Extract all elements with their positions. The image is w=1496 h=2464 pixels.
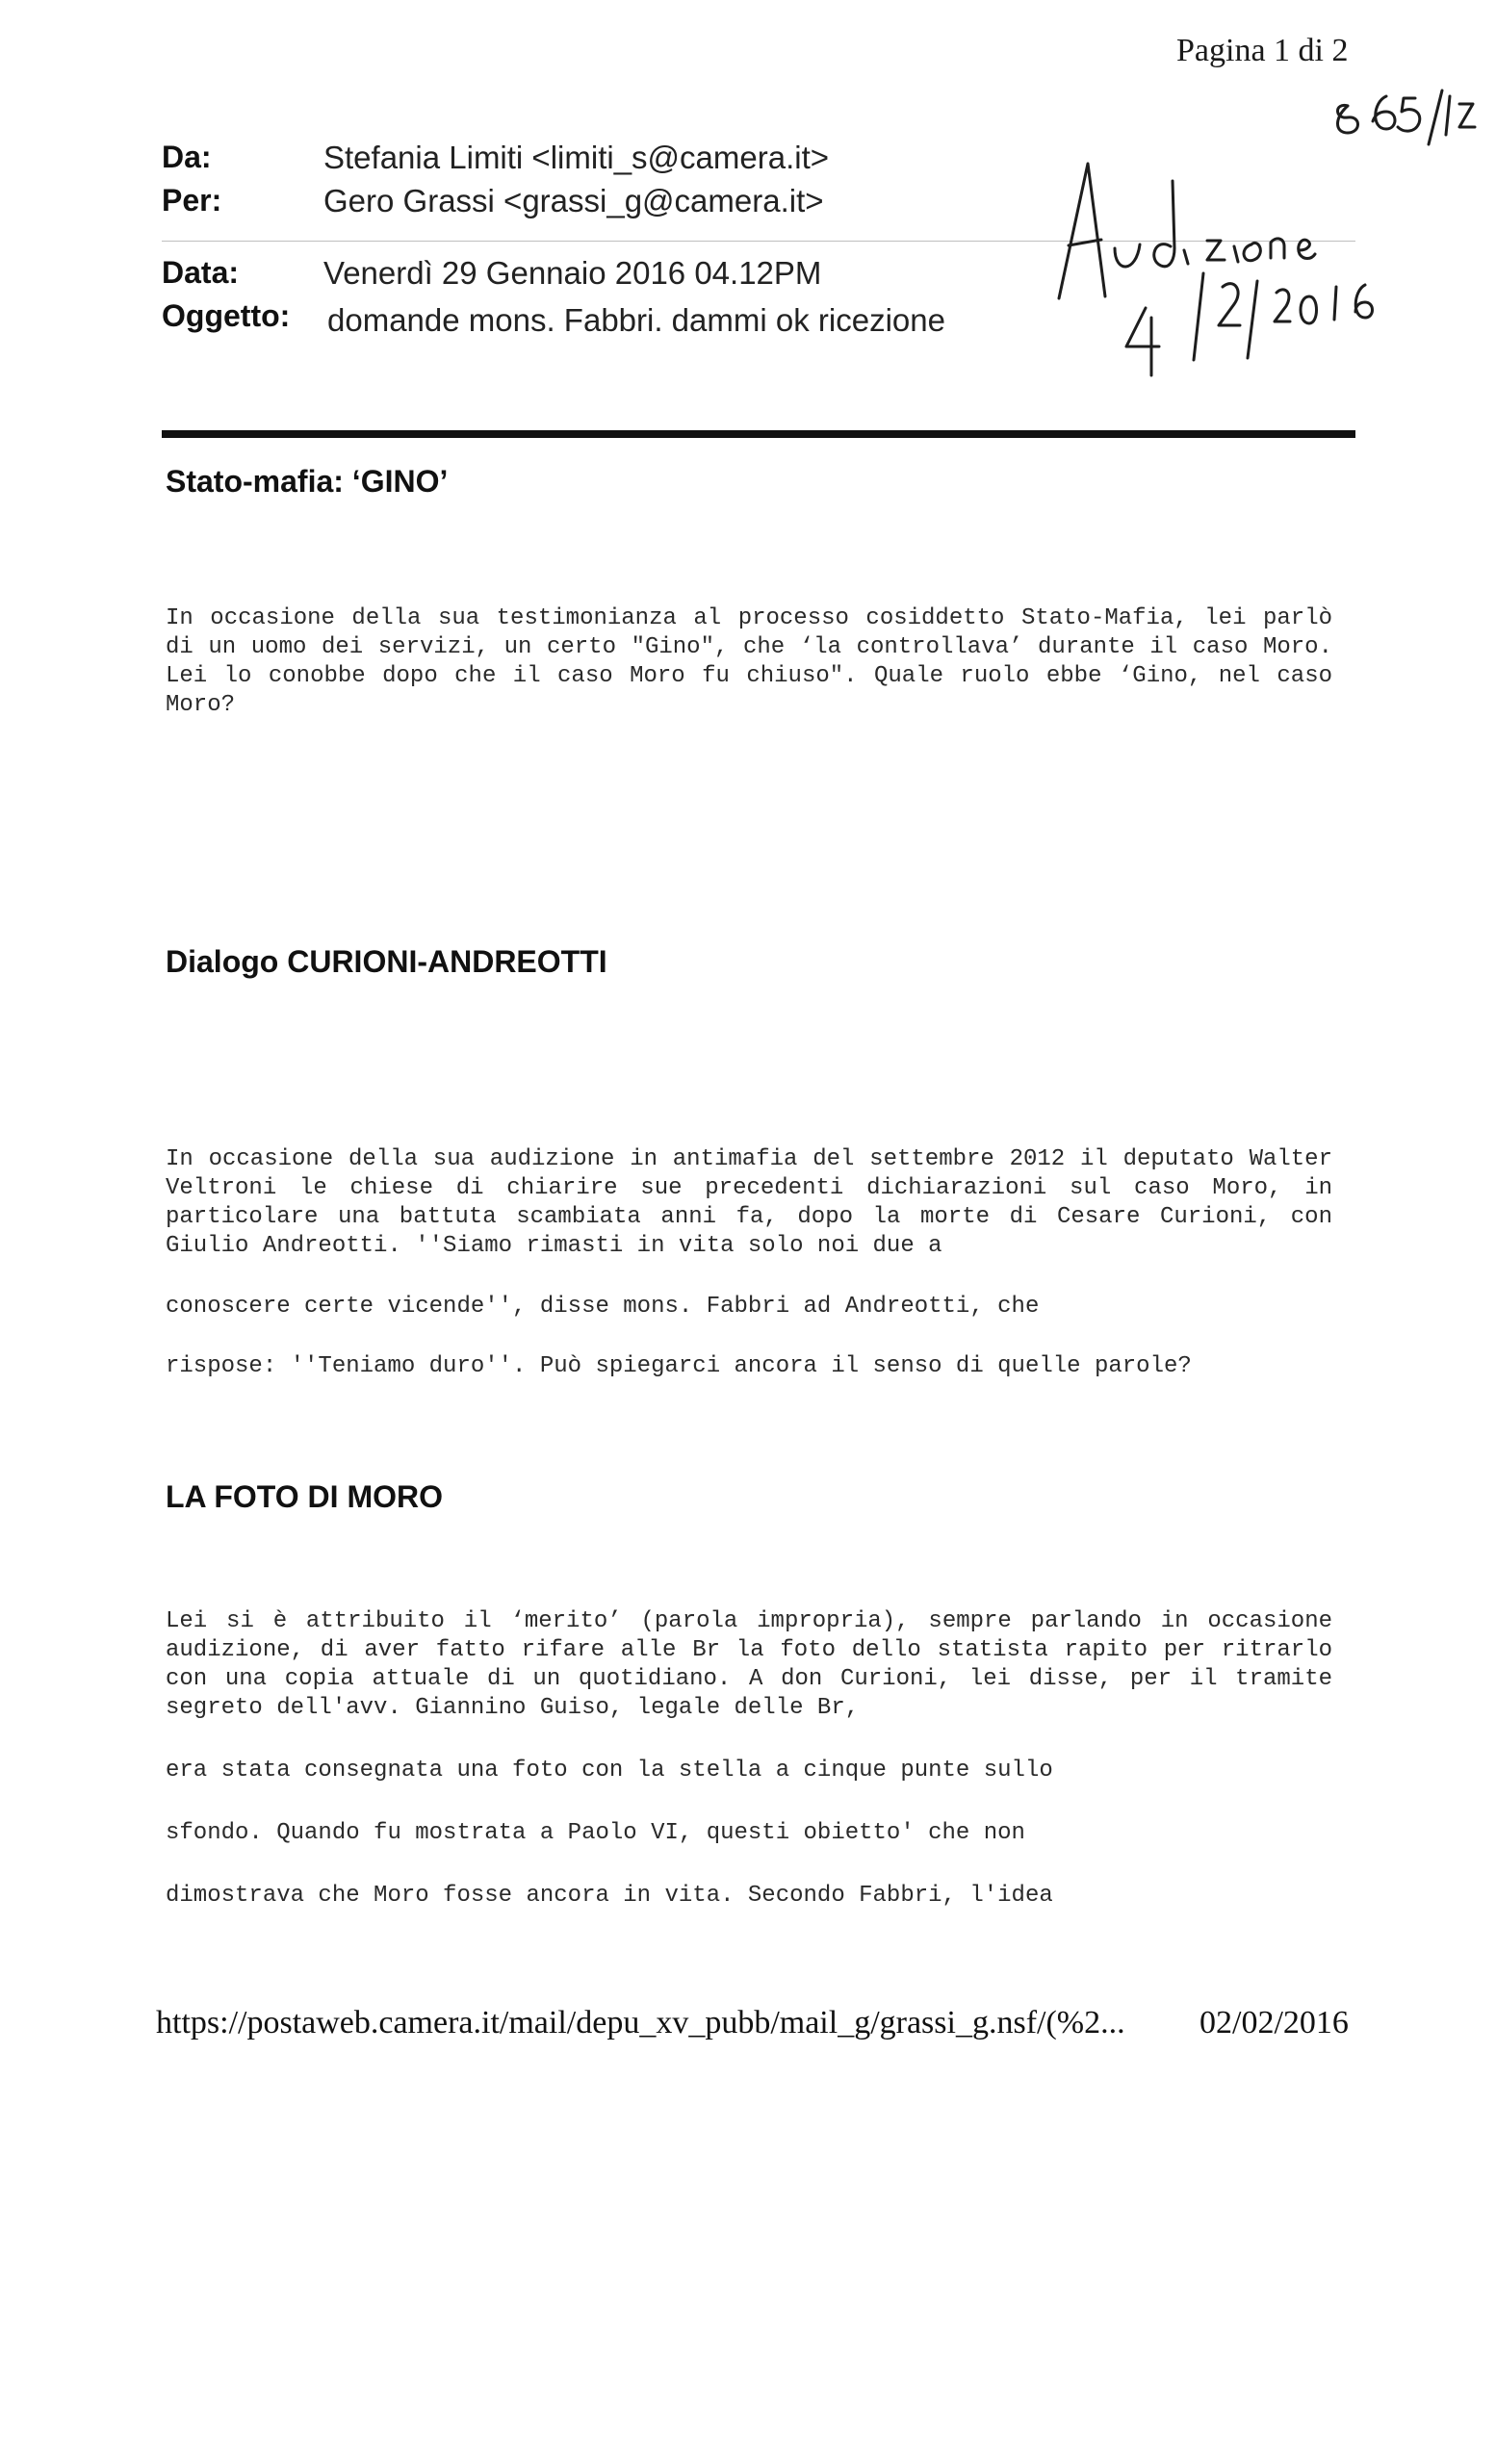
to-label: Per:	[162, 183, 222, 218]
section-line-foto-3: dimostrava che Moro fosse ancora in vita. Secondo Fabbri, l'idea	[166, 1883, 1053, 1909]
section-paragraph-dialogo: In occasione della sua audizione in antimafia del settembre 2012 il deputato Walter Veltroni le chiese di chiarire sue precedenti dichiarazioni sul caso Moro, in particolare una battuta scambiata anni fa, dopo la morte di Cesare Curioni, con Giulio Andreotti. ''Siamo rimasti in vita solo noi due a	[166, 1146, 1332, 1259]
subject-value: domande mons. Fabbri. dammi ok ricezione	[327, 302, 945, 338]
section-heading-stato-mafia: Stato-mafia: ‘GINO’	[166, 464, 449, 499]
from-value: Stefania Limiti <limiti_s@camera.it>	[323, 140, 830, 175]
section-line-dialogo-2: rispose: ''Teniamo duro''. Può spiegarci ancora il senso di quelle parole?	[166, 1353, 1192, 1379]
section-heading-dialogo: Dialogo CURIONI-ANDREOTTI	[166, 944, 607, 979]
from-label: Da:	[162, 140, 212, 174]
section-line-foto-1: era stata consegnata una foto con la stella a cinque punte sullo	[166, 1758, 1053, 1784]
to-value: Gero Grassi <grassi_g@camera.it>	[323, 183, 824, 218]
section-paragraph-stato-mafia: In occasione della sua testimonianza al processo cosiddetto Stato-Mafia, lei parlò di un uomo dei servizi, un certo "Gino", che ‘la controllava’ durante il caso Moro. Lei lo conobbe dopo che il caso Moro fu chiuso". Quale ruolo ebbe ‘Gino, nel caso Moro?	[166, 605, 1332, 718]
section-line-dialogo-1: conoscere certe vicende'', disse mons. Fabbri ad Andreotti, che	[166, 1294, 1040, 1320]
footer-date: 02/02/2016	[1199, 2005, 1349, 2040]
section-line-foto-2: sfondo. Quando fu mostrata a Paolo VI, questi obietto' che non	[166, 1820, 1025, 1846]
section-heading-foto-moro: LA FOTO DI MORO	[166, 1479, 443, 1514]
handwritten-annotation	[1030, 58, 1492, 404]
section-paragraph-foto-moro: Lei si è attribuito il ‘merito’ (parola impropria), sempre parlando in occasione audizione, di aver fatto rifare alle Br la foto dello statista rapito per ritrarlo con una copia attuale di un quotidiano. A don Curioni, lei disse, per il tramite segreto dell'avv. Giannino Guiso, legale delle Br,	[166, 1608, 1332, 1721]
date-value: Venerdì 29 Gennaio 2016 04.12PM	[323, 255, 822, 291]
date-label: Data:	[162, 255, 240, 290]
page-counter: Pagina 1 di 2	[1176, 33, 1349, 68]
footer-url: https://postaweb.camera.it/mail/depu_xv_pubb/mail_g/grassi_g.nsf/(%2...	[156, 2005, 1125, 2040]
subject-label: Oggetto:	[162, 298, 291, 333]
header-rule	[162, 430, 1355, 438]
